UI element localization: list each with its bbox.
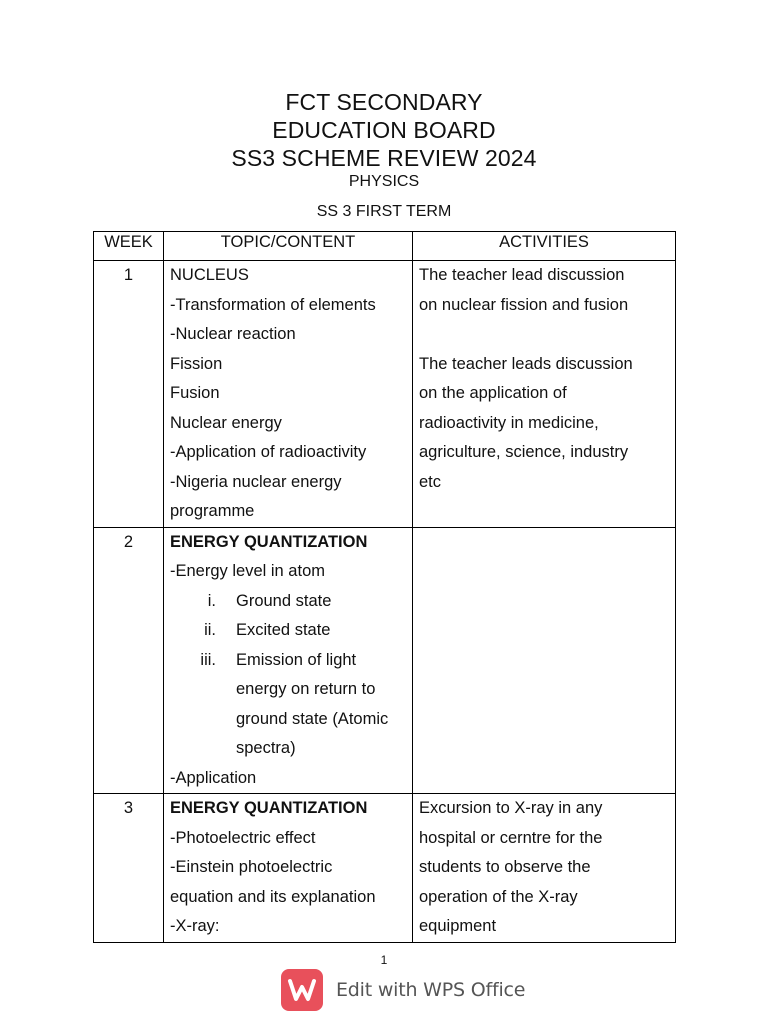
activity-line: hospital or cerntre for the <box>419 828 603 847</box>
topic-line: -Photoelectric effect <box>170 828 316 847</box>
topic-line: programme <box>170 502 255 520</box>
list-item <box>170 587 408 617</box>
topic-line: Fission <box>170 354 223 373</box>
activities-content <box>413 794 676 943</box>
topic-heading: NUCLEUS <box>170 266 249 284</box>
list-line: energy on return to <box>236 680 376 698</box>
list-line: spectra) <box>236 739 296 757</box>
title-line-2: EDUCATION BOARD <box>272 117 496 143</box>
activity-line: The teacher leads discussion <box>419 354 633 373</box>
list-number: ii. <box>204 621 216 639</box>
list-text <box>216 616 330 646</box>
wps-logo-icon <box>281 969 323 1011</box>
topic-line: -Application <box>170 768 257 787</box>
table-row <box>94 794 676 943</box>
activity-line: etc <box>419 472 442 491</box>
activities-content <box>413 527 676 794</box>
list-item <box>170 646 408 764</box>
column-header-topic: TOPIC/CONTENT <box>164 232 413 261</box>
activity-line: Excursion to X-ray in any <box>419 799 603 817</box>
topic-heading: ENERGY QUANTIZATION <box>170 799 368 817</box>
week-number: 2 <box>94 527 164 794</box>
column-header-activities: ACTIVITIES <box>413 232 676 261</box>
topic-content <box>164 527 413 794</box>
document-header <box>0 88 768 221</box>
list-number: iii. <box>200 650 216 669</box>
week-number: 3 <box>94 794 164 943</box>
scheme-table <box>93 231 676 943</box>
topic-line: -X-ray: <box>170 917 220 935</box>
list-number: i. <box>207 591 216 610</box>
title-line-3: SS3 SCHEME REVIEW 2024 <box>231 145 537 171</box>
topic-line: -Energy level in atom <box>170 562 325 580</box>
list-item <box>170 616 408 646</box>
table-header-row <box>94 232 676 261</box>
wps-banner-text: Edit with WPS Office <box>336 979 526 1001</box>
list-line: ground state (Atomic <box>236 709 389 728</box>
topic-line: Nuclear energy <box>170 413 282 432</box>
wps-edit-banner[interactable] <box>281 969 525 1011</box>
activity-line: on the application of <box>419 384 567 402</box>
activity-line: students to observe the <box>419 858 591 876</box>
topic-heading: ENERGY QUANTIZATION <box>170 532 368 551</box>
activity-line: radioactivity in medicine, <box>419 413 599 432</box>
topic-line: -Nuclear reaction <box>170 325 296 343</box>
subject-label: PHYSICS <box>348 173 420 190</box>
topic-line: Fusion <box>170 384 220 402</box>
topic-line: -Nigeria nuclear energy <box>170 472 342 491</box>
table-row <box>94 527 676 794</box>
activity-line: The teacher lead discussion <box>419 266 625 284</box>
activity-line: on nuclear fission and fusion <box>419 295 629 314</box>
page-number: 1 <box>380 953 388 967</box>
week-number: 1 <box>94 261 164 528</box>
list-line: Ground state <box>236 591 332 610</box>
list-line: Emission of light <box>236 650 357 669</box>
table-row <box>94 261 676 528</box>
activity-line: agriculture, science, industry <box>419 443 629 461</box>
column-header-week: WEEK <box>94 232 164 261</box>
paragraph-gap <box>419 320 671 350</box>
activity-line: equipment <box>419 917 497 935</box>
topic-line: -Einstein photoelectric <box>170 858 333 876</box>
list-line: Excited state <box>236 621 331 639</box>
activity-line: operation of the X-ray <box>419 887 578 906</box>
term-label: SS 3 FIRST TERM <box>316 203 452 220</box>
topic-line: -Application of radioactivity <box>170 443 367 461</box>
topic-content <box>164 261 413 528</box>
topic-line: equation and its explanation <box>170 887 376 906</box>
topic-line: -Transformation of elements <box>170 295 376 314</box>
title-line-1: FCT SECONDARY <box>285 89 483 115</box>
list-text <box>216 587 331 617</box>
wps-logo-glyph <box>281 969 323 1011</box>
activities-content <box>413 261 676 528</box>
list-text <box>216 646 388 764</box>
topic-content <box>164 794 413 943</box>
